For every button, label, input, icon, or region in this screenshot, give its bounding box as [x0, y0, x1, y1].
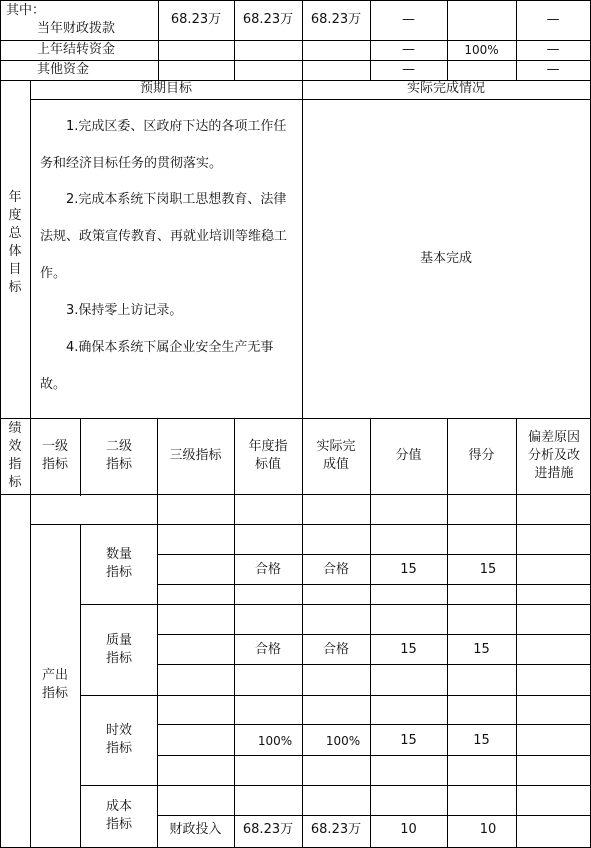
score: 15 — [473, 733, 490, 748]
score-value: 10 — [400, 822, 417, 837]
funding-row-name: 其他资金 — [37, 62, 90, 77]
expected-goal-header: 预期目标 — [139, 81, 192, 96]
funding-row-value: 68.23万 — [242, 12, 294, 27]
target-value: 68.23万 — [242, 822, 294, 837]
funding-row-name: 上年结转资金 — [37, 42, 116, 57]
funding-row-dash: — — [402, 42, 415, 57]
goal-item: 1.完成区委、区政府下达的各项工作任务和经济目标任务的贯彻落实。 — [40, 119, 287, 171]
level2-label: 成本指标 — [105, 799, 132, 832]
actual-value: 68.23万 — [310, 822, 362, 837]
level2-label: 时效指标 — [105, 723, 132, 756]
annual-goals-side-label: 年度总体目标 — [8, 190, 22, 295]
score: 15 — [473, 642, 490, 657]
goal-item: 4.确保本系统下属企业安全生产无事故。 — [40, 340, 274, 392]
score: 15 — [479, 562, 497, 577]
header-score: 得分 — [468, 448, 495, 463]
funding-row-dash: — — [546, 12, 560, 27]
header-annual-target: 年度指标值 — [248, 439, 288, 472]
header-deviation: 偏差原因分析及改进措施 — [527, 430, 580, 481]
qizhong-label: 其中： — [6, 3, 46, 18]
level1-label: 产出指标 — [41, 668, 68, 701]
performance-side-label: 绩效指标 — [8, 421, 22, 490]
actual-value: 合格 — [322, 642, 349, 657]
funding-row-dash: — — [402, 12, 415, 27]
actual-value: 100% — [325, 734, 361, 748]
actual-status-text: 基本完成 — [419, 251, 472, 266]
funding-row-name: 当年财政拨款 — [37, 21, 116, 36]
header-score-value: 分值 — [395, 448, 422, 463]
header-level2: 二级指标 — [105, 439, 132, 472]
score-value: 15 — [400, 642, 417, 657]
target-value: 合格 — [254, 562, 281, 577]
score-value: 15 — [400, 562, 417, 577]
header-level1: 一级指标 — [41, 439, 68, 472]
funding-row-rate: 100% — [464, 43, 499, 57]
score-value: 15 — [400, 733, 417, 748]
funding-row-value: 68.23万 — [170, 12, 222, 27]
funding-row-dash: — — [546, 42, 560, 57]
actual-value: 合格 — [322, 562, 349, 577]
funding-row-dash: — — [402, 62, 415, 77]
level2-label: 数量指标 — [105, 547, 132, 580]
goal-item: 2.完成本系统下岗职工思想教育、法律法规、政策宣传教育、再就业培训等维稳工作。 — [40, 192, 288, 281]
target-value: 100% — [257, 734, 293, 748]
actual-status-header: 实际完成情况 — [406, 81, 485, 96]
level3-label: 财政投入 — [169, 822, 222, 837]
target-value: 合格 — [254, 642, 281, 657]
header-level3: 三级指标 — [169, 448, 222, 463]
header-actual-value: 实际完成值 — [316, 439, 356, 472]
funding-row-dash: — — [546, 62, 560, 77]
level2-label: 质量指标 — [105, 633, 132, 666]
funding-row-value: 68.23万 — [310, 12, 362, 27]
goal-item: 3.保持零上访记录。 — [66, 303, 183, 318]
score: 10 — [479, 822, 497, 837]
